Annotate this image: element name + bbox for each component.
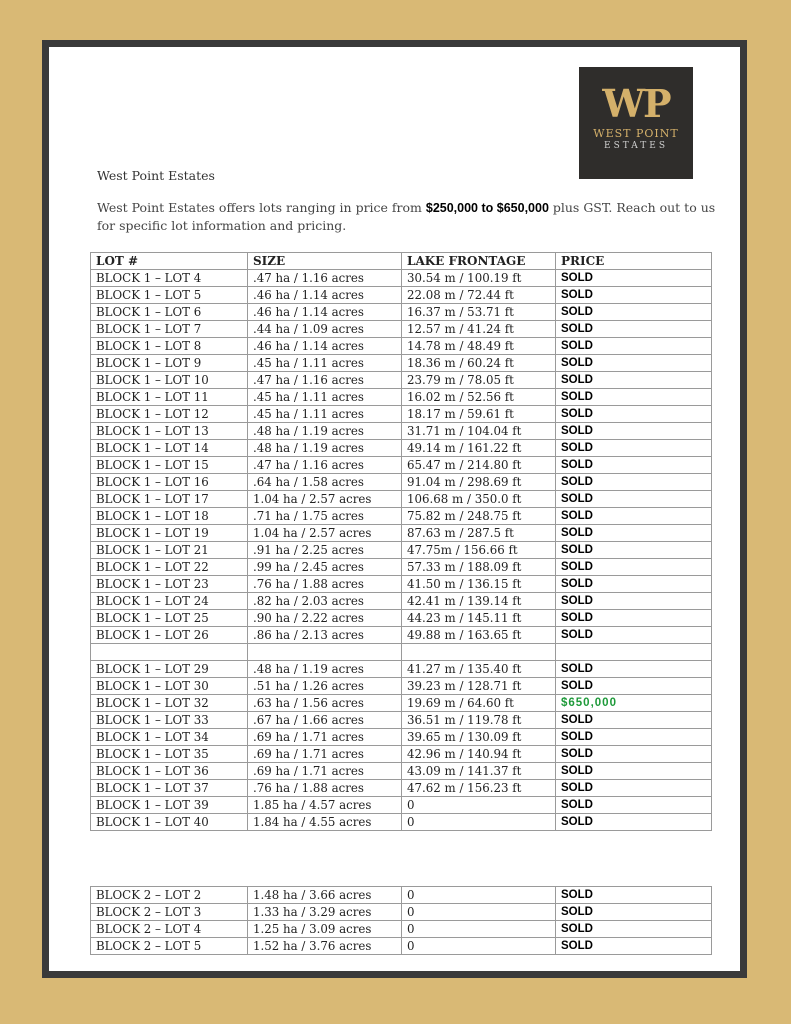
page-heading: West Point Estates [97, 168, 215, 183]
size-cell: 1.52 ha / 3.76 acres [248, 938, 402, 955]
frontage-cell: 0 [402, 938, 556, 955]
price-cell [556, 644, 712, 661]
lot-cell: BLOCK 1 – LOT 16 [91, 474, 248, 491]
intro-before: West Point Estates offers lots ranging in price from [97, 200, 426, 215]
table-row [91, 593, 712, 610]
frontage-cell: 31.71 m / 104.04 ft [402, 423, 556, 440]
size-cell: 1.04 ha / 2.57 acres [248, 491, 402, 508]
lot-cell: BLOCK 1 – LOT 18 [91, 508, 248, 525]
frontage-cell: 12.57 m / 41.24 ft [402, 321, 556, 338]
frontage-cell: 0 [402, 887, 556, 904]
table-row [91, 796, 712, 813]
table-row [91, 694, 712, 711]
frontage-cell: 39.65 m / 130.09 ft [402, 728, 556, 745]
lot-cell: BLOCK 1 – LOT 11 [91, 389, 248, 406]
size-cell: .47 ha / 1.16 acres [248, 372, 402, 389]
frontage-cell: 49.14 m / 161.22 ft [402, 440, 556, 457]
price-cell: SOLD [556, 904, 712, 921]
price-cell: SOLD [556, 728, 712, 745]
table-row [91, 711, 712, 728]
size-cell: .45 ha / 1.11 acres [248, 406, 402, 423]
lot-cell: BLOCK 1 – LOT 23 [91, 576, 248, 593]
size-cell: .64 ha / 1.58 acres [248, 474, 402, 491]
lot-cell: BLOCK 1 – LOT 22 [91, 559, 248, 576]
frontage-cell: 41.50 m / 136.15 ft [402, 576, 556, 593]
size-cell: 1.84 ha / 4.55 acres [248, 813, 402, 830]
frontage-cell: 43.09 m / 141.37 ft [402, 762, 556, 779]
table-row [91, 559, 712, 576]
table-row [91, 474, 712, 491]
size-cell: .47 ha / 1.16 acres [248, 270, 402, 287]
frontage-cell: 16.02 m / 52.56 ft [402, 389, 556, 406]
table-row [91, 938, 712, 955]
lot-cell: BLOCK 1 – LOT 30 [91, 677, 248, 694]
size-cell: .69 ha / 1.71 acres [248, 745, 402, 762]
table-row [91, 355, 712, 372]
table-row [91, 904, 712, 921]
size-cell: .91 ha / 2.25 acres [248, 542, 402, 559]
lot-cell: BLOCK 2 – LOT 5 [91, 938, 248, 955]
lot-cell: BLOCK 1 – LOT 9 [91, 355, 248, 372]
table-row [91, 457, 712, 474]
frontage-cell: 106.68 m / 350.0 ft [402, 491, 556, 508]
size-cell: .90 ha / 2.22 acres [248, 610, 402, 627]
lot-cell: BLOCK 1 – LOT 14 [91, 440, 248, 457]
table-row [91, 372, 712, 389]
size-cell: .45 ha / 1.11 acres [248, 389, 402, 406]
frontage-cell: 75.82 m / 248.75 ft [402, 508, 556, 525]
size-cell: .76 ha / 1.88 acres [248, 576, 402, 593]
price-cell: SOLD [556, 576, 712, 593]
lot-cell: BLOCK 1 – LOT 5 [91, 287, 248, 304]
price-cell: SOLD [556, 796, 712, 813]
size-cell: .48 ha / 1.19 acres [248, 440, 402, 457]
header-size: SIZE [248, 253, 402, 270]
frontage-cell: 47.62 m / 156.23 ft [402, 779, 556, 796]
price-cell: SOLD [556, 525, 712, 542]
frontage-cell: 57.33 m / 188.09 ft [402, 559, 556, 576]
frontage-cell: 0 [402, 904, 556, 921]
size-cell: 1.85 ha / 4.57 acres [248, 796, 402, 813]
lot-cell: BLOCK 1 – LOT 4 [91, 270, 248, 287]
frontage-cell: 19.69 m / 64.60 ft [402, 694, 556, 711]
table-row [91, 508, 712, 525]
price-cell: SOLD [556, 762, 712, 779]
frontage-cell: 49.88 m / 163.65 ft [402, 627, 556, 644]
frontage-cell: 41.27 m / 135.40 ft [402, 660, 556, 677]
lots-table-block-1 [90, 252, 712, 831]
frontage-cell: 47.75m / 156.66 ft [402, 542, 556, 559]
lot-cell: BLOCK 1 – LOT 26 [91, 627, 248, 644]
price-cell: SOLD [556, 627, 712, 644]
frontage-cell: 0 [402, 813, 556, 830]
lot-cell: BLOCK 1 – LOT 35 [91, 745, 248, 762]
frontage-cell: 30.54 m / 100.19 ft [402, 270, 556, 287]
price-cell: SOLD [556, 406, 712, 423]
size-cell: .63 ha / 1.56 acres [248, 694, 402, 711]
size-cell: 1.33 ha / 3.29 acres [248, 904, 402, 921]
lot-cell: BLOCK 1 – LOT 21 [91, 542, 248, 559]
table-row [91, 338, 712, 355]
size-cell: 1.25 ha / 3.09 acres [248, 921, 402, 938]
frontage-cell: 42.41 m / 139.14 ft [402, 593, 556, 610]
price-cell: SOLD [556, 660, 712, 677]
frontage-cell: 87.63 m / 287.5 ft [402, 525, 556, 542]
table-row [91, 813, 712, 830]
table-row [91, 627, 712, 644]
lot-cell: BLOCK 2 – LOT 4 [91, 921, 248, 938]
size-cell: .82 ha / 2.03 acres [248, 593, 402, 610]
frontage-cell: 39.23 m / 128.71 ft [402, 677, 556, 694]
lot-cell: BLOCK 1 – LOT 13 [91, 423, 248, 440]
logo-line1: WEST POINT [593, 127, 679, 140]
table-row [91, 542, 712, 559]
price-cell: SOLD [556, 887, 712, 904]
table-row [91, 491, 712, 508]
intro-after: plus GST. Reach out to us for specific lot information and pricing. [97, 200, 716, 233]
price-cell: SOLD [556, 508, 712, 525]
header-price: PRICE [556, 253, 712, 270]
price-cell: SOLD [556, 938, 712, 955]
lot-cell: BLOCK 1 – LOT 39 [91, 796, 248, 813]
price-cell: SOLD [556, 610, 712, 627]
price-cell: SOLD [556, 779, 712, 796]
price-cell: SOLD [556, 355, 712, 372]
price-cell: SOLD [556, 542, 712, 559]
frontage-cell: 65.47 m / 214.80 ft [402, 457, 556, 474]
size-cell: .69 ha / 1.71 acres [248, 762, 402, 779]
price-cell: SOLD [556, 287, 712, 304]
price-cell: SOLD [556, 372, 712, 389]
lot-cell: BLOCK 1 – LOT 33 [91, 711, 248, 728]
lot-cell: BLOCK 1 – LOT 19 [91, 525, 248, 542]
lot-cell: BLOCK 1 – LOT 8 [91, 338, 248, 355]
table-row [91, 921, 712, 938]
price-cell: SOLD [556, 321, 712, 338]
size-cell: .76 ha / 1.88 acres [248, 779, 402, 796]
frontage-cell: 36.51 m / 119.78 ft [402, 711, 556, 728]
size-cell: .51 ha / 1.26 acres [248, 677, 402, 694]
table-row [91, 745, 712, 762]
size-cell: .71 ha / 1.75 acres [248, 508, 402, 525]
price-cell: SOLD [556, 921, 712, 938]
size-cell: 1.48 ha / 3.66 acres [248, 887, 402, 904]
table-row [91, 610, 712, 627]
size-cell: .48 ha / 1.19 acres [248, 423, 402, 440]
lot-cell [91, 644, 248, 661]
logo-monogram: WP [602, 81, 670, 126]
frontage-cell: 44.23 m / 145.11 ft [402, 610, 556, 627]
price-cell: SOLD [556, 304, 712, 321]
west-point-logo [579, 67, 693, 179]
table-row [91, 887, 712, 904]
price-cell: SOLD [556, 389, 712, 406]
lot-cell: BLOCK 1 – LOT 10 [91, 372, 248, 389]
lot-cell: BLOCK 1 – LOT 40 [91, 813, 248, 830]
price-cell: SOLD [556, 559, 712, 576]
lot-cell: BLOCK 1 – LOT 7 [91, 321, 248, 338]
frontage-cell: 91.04 m / 298.69 ft [402, 474, 556, 491]
size-cell: .46 ha / 1.14 acres [248, 338, 402, 355]
lot-cell: BLOCK 2 – LOT 2 [91, 887, 248, 904]
price-cell: SOLD [556, 440, 712, 457]
price-cell: SOLD [556, 677, 712, 694]
table-row [91, 287, 712, 304]
table-row [91, 304, 712, 321]
price-cell: SOLD [556, 338, 712, 355]
table-row [91, 423, 712, 440]
frontage-cell: 14.78 m / 48.49 ft [402, 338, 556, 355]
size-cell [248, 644, 402, 661]
price-cell: SOLD [556, 270, 712, 287]
price-cell: $650,000 [556, 694, 712, 711]
size-cell: .44 ha / 1.09 acres [248, 321, 402, 338]
table-row [91, 644, 712, 661]
frontage-cell: 0 [402, 796, 556, 813]
price-cell: SOLD [556, 491, 712, 508]
lot-cell: BLOCK 1 – LOT 36 [91, 762, 248, 779]
table-row [91, 779, 712, 796]
size-cell: 1.04 ha / 2.57 acres [248, 525, 402, 542]
header-lot: LOT # [91, 253, 248, 270]
size-cell: .99 ha / 2.45 acres [248, 559, 402, 576]
size-cell: .67 ha / 1.66 acres [248, 711, 402, 728]
lots-table-block-2 [90, 886, 712, 955]
header-lake-frontage: LAKE FRONTAGE [402, 253, 556, 270]
frontage-cell [402, 644, 556, 661]
lot-cell: BLOCK 1 – LOT 12 [91, 406, 248, 423]
intro-paragraph [97, 199, 717, 234]
table-row [91, 762, 712, 779]
size-cell: .86 ha / 2.13 acres [248, 627, 402, 644]
lot-cell: BLOCK 1 – LOT 29 [91, 660, 248, 677]
size-cell: .45 ha / 1.11 acres [248, 355, 402, 372]
size-cell: .47 ha / 1.16 acres [248, 457, 402, 474]
lot-cell: BLOCK 1 – LOT 17 [91, 491, 248, 508]
table-row [91, 525, 712, 542]
table-row [91, 321, 712, 338]
price-cell: SOLD [556, 711, 712, 728]
price-cell: SOLD [556, 423, 712, 440]
table-row [91, 660, 712, 677]
size-cell: .69 ha / 1.71 acres [248, 728, 402, 745]
price-cell: SOLD [556, 745, 712, 762]
lot-cell: BLOCK 1 – LOT 37 [91, 779, 248, 796]
frontage-cell: 0 [402, 921, 556, 938]
lot-cell: BLOCK 1 – LOT 24 [91, 593, 248, 610]
lot-cell: BLOCK 1 – LOT 32 [91, 694, 248, 711]
price-range: $250,000 to $650,000 [425, 201, 549, 215]
table-row [91, 440, 712, 457]
lot-cell: BLOCK 1 – LOT 25 [91, 610, 248, 627]
lot-cell: BLOCK 1 – LOT 6 [91, 304, 248, 321]
table-row [91, 389, 712, 406]
document-page [42, 40, 747, 978]
frontage-cell: 18.17 m / 59.61 ft [402, 406, 556, 423]
logo-line2: ESTATES [604, 141, 668, 151]
frontage-cell: 18.36 m / 60.24 ft [402, 355, 556, 372]
frontage-cell: 42.96 m / 140.94 ft [402, 745, 556, 762]
frontage-cell: 22.08 m / 72.44 ft [402, 287, 556, 304]
table-row [91, 576, 712, 593]
size-cell: .48 ha / 1.19 acres [248, 660, 402, 677]
frontage-cell: 23.79 m / 78.05 ft [402, 372, 556, 389]
table-header-row [91, 253, 712, 270]
price-cell: SOLD [556, 457, 712, 474]
price-cell: SOLD [556, 813, 712, 830]
table-row [91, 728, 712, 745]
price-cell: SOLD [556, 593, 712, 610]
table-row [91, 677, 712, 694]
lot-cell: BLOCK 1 – LOT 15 [91, 457, 248, 474]
lot-cell: BLOCK 2 – LOT 3 [91, 904, 248, 921]
lot-cell: BLOCK 1 – LOT 34 [91, 728, 248, 745]
size-cell: .46 ha / 1.14 acres [248, 304, 402, 321]
table-row [91, 406, 712, 423]
frontage-cell: 16.37 m / 53.71 ft [402, 304, 556, 321]
price-cell: SOLD [556, 474, 712, 491]
size-cell: .46 ha / 1.14 acres [248, 287, 402, 304]
table-row [91, 270, 712, 287]
